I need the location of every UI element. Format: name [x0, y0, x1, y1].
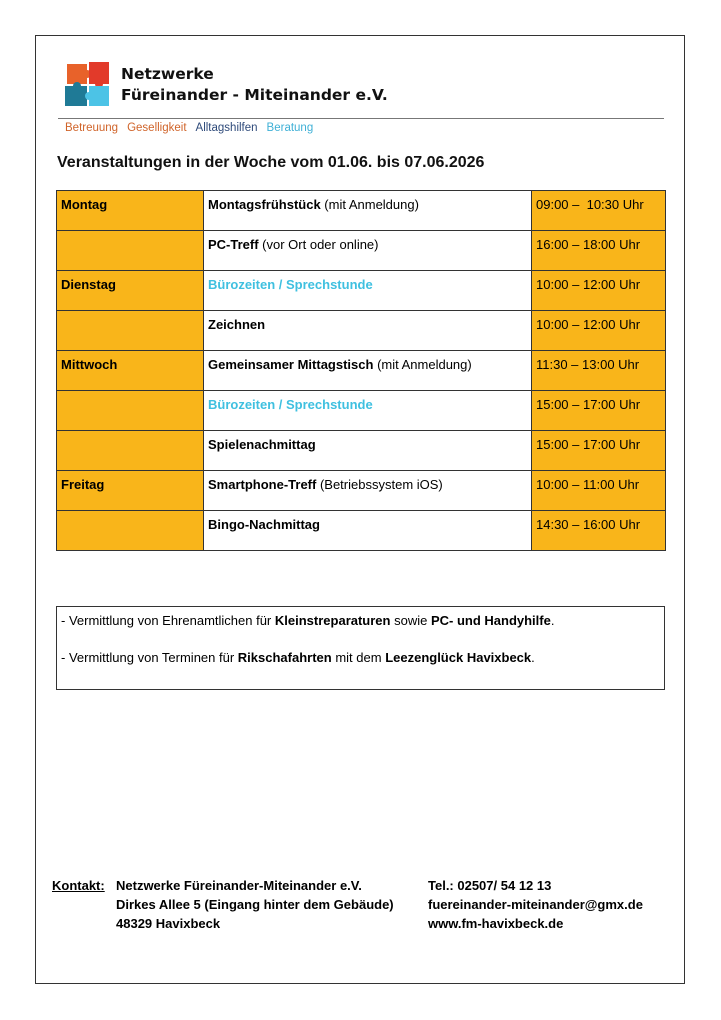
contact-phone: Tel.: 02507/ 54 12 13 [428, 878, 552, 893]
table-row [57, 191, 666, 231]
puzzle-logo-icon [63, 60, 111, 112]
event-cell [204, 191, 532, 231]
table-row [57, 391, 666, 431]
note-line [61, 613, 660, 628]
tag-beratung: Beratung [266, 122, 314, 134]
notes-box [56, 606, 665, 690]
note-text: sowie [390, 613, 431, 628]
contact-address-line: 48329 Havixbeck [116, 916, 221, 931]
day-cell: Mittwoch [57, 351, 204, 391]
tag-geselligkeit: Geselligkeit [127, 122, 187, 134]
event-name: Gemeinsamer Mittagstisch [208, 357, 374, 372]
note-line [61, 650, 660, 665]
contact-email[interactable]: fuereinander-miteinander@gmx.de [428, 897, 643, 912]
contact-address [116, 876, 394, 933]
event-note: (mit Anmeldung) [373, 357, 472, 372]
table-row [57, 431, 666, 471]
note-text: - Vermittlung von Ehrenamtlichen für [61, 613, 275, 628]
note-text: . [531, 650, 535, 665]
event-cell [204, 231, 532, 271]
table-row [57, 511, 666, 551]
day-cell: Dienstag [57, 271, 204, 311]
event-cell [204, 351, 532, 391]
time-cell: 10:00 – 11:00 Uhr [532, 471, 666, 511]
day-cell [57, 431, 204, 471]
tag-alltagshilfen: Alltagshilfen [195, 122, 258, 134]
tag-betreuung: Betreuung [65, 122, 119, 134]
event-cell [204, 511, 532, 551]
event-cell [204, 431, 532, 471]
header-divider [58, 118, 664, 119]
event-cell [204, 271, 532, 311]
day-cell [57, 391, 204, 431]
service-tags [65, 122, 322, 134]
event-note: (mit Anmeldung) [320, 197, 419, 212]
page-title: Veranstaltungen in der Woche vom 01.06. bis 07.06.2026 [57, 154, 485, 171]
day-cell: Montag [57, 191, 204, 231]
note-text: mit dem [331, 650, 386, 665]
org-name-line1: Netzwerke [121, 65, 214, 83]
time-cell: 15:00 – 17:00 Uhr [532, 431, 666, 471]
event-cell [204, 311, 532, 351]
time-cell: 14:30 – 16:00 Uhr [532, 511, 666, 551]
event-name: Zeichnen [208, 317, 266, 332]
contact-info [428, 876, 643, 933]
note-highlight: Rikschafahrten [237, 650, 332, 665]
contact-website[interactable]: www.fm-havixbeck.de [428, 916, 564, 931]
event-name: PC-Treff [208, 237, 259, 252]
contact-address-line: Dirkes Allee 5 (Eingang hinter dem Gebäude) [116, 897, 394, 912]
schedule-table [56, 190, 666, 551]
event-cell [204, 471, 532, 511]
table-row [57, 351, 666, 391]
org-name-line2: Füreinander - Miteinander e.V. [121, 86, 388, 104]
contact-label: Kontakt: [52, 878, 105, 893]
table-row [57, 311, 666, 351]
event-note: (vor Ort oder online) [258, 237, 379, 252]
table-row [57, 271, 666, 311]
time-cell: 09:00 – 10:30 Uhr [532, 191, 666, 231]
event-cell [204, 391, 532, 431]
time-cell: 11:30 – 13:00 Uhr [532, 351, 666, 391]
note-highlight: Leezenglück Havixbeck [385, 650, 532, 665]
event-name: Bingo-Nachmittag [208, 517, 320, 532]
event-name: Bürozeiten / Sprechstunde [208, 397, 373, 412]
note-highlight: PC- und Handyhilfe [430, 613, 551, 628]
org-name [121, 64, 388, 106]
day-cell [57, 311, 204, 351]
time-cell: 10:00 – 12:00 Uhr [532, 311, 666, 351]
event-name: Smartphone-Treff [208, 477, 317, 492]
note-highlight: Kleinstreparaturen [274, 613, 391, 628]
note-text: . [550, 613, 555, 628]
note-text: - Vermittlung von Terminen für [61, 650, 238, 665]
day-cell [57, 231, 204, 271]
day-cell: Freitag [57, 471, 204, 511]
time-cell: 16:00 – 18:00 Uhr [532, 231, 666, 271]
event-name: Montagsfrühstück [208, 197, 321, 212]
time-cell: 15:00 – 17:00 Uhr [532, 391, 666, 431]
table-row [57, 231, 666, 271]
day-cell [57, 511, 204, 551]
event-name: Spielenachmittag [208, 437, 316, 452]
event-note: (Betriebssystem iOS) [316, 477, 443, 492]
contact-address-line: Netzwerke Füreinander-Miteinander e.V. [116, 878, 362, 893]
table-row [57, 471, 666, 511]
time-cell: 10:00 – 12:00 Uhr [532, 271, 666, 311]
event-name: Bürozeiten / Sprechstunde [208, 277, 373, 292]
